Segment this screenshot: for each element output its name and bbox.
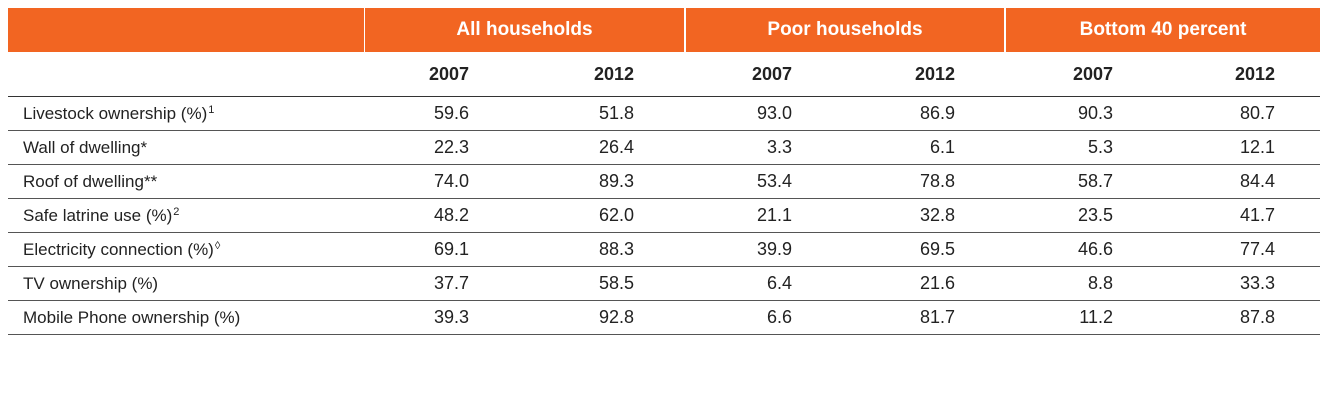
table-cell: 88.3: [598, 239, 634, 259]
table-cell: 58.5: [598, 273, 634, 293]
row-label: [23, 97, 214, 130]
table-cell: 80.7: [1239, 103, 1275, 123]
group-header-bottom-40-percent: Bottom 40 percent: [1006, 8, 1320, 52]
table-cell: 39.3: [433, 307, 469, 327]
row-label: [23, 267, 158, 300]
table-cell: 46.6: [1077, 239, 1113, 259]
table-cell: 81.7: [919, 307, 955, 327]
table-cell: 32.8: [919, 205, 955, 225]
table-cell: 74.0: [433, 171, 469, 191]
table-cell: 21.6: [919, 273, 955, 293]
table-cell: 21.1: [756, 205, 792, 225]
table-cell: 11.2: [1079, 307, 1113, 327]
group-header-row: [0, 8, 1329, 52]
table-cell: 6.4: [766, 273, 792, 293]
table-cell: 59.6: [433, 103, 469, 123]
table-row: [8, 199, 1320, 233]
table-cell: 58.7: [1077, 171, 1113, 191]
table-cell: 89.3: [598, 171, 634, 191]
table-cell: 48.2: [433, 205, 469, 225]
year-header: 2007: [428, 63, 469, 84]
table-row: [8, 301, 1320, 335]
table-cell: 6.1: [929, 137, 955, 157]
row-label: [23, 131, 147, 164]
row-label: [23, 233, 220, 266]
row-label-text: TV ownership (%): [23, 273, 159, 293]
row-label-text: Mobile Phone ownership (%): [23, 307, 241, 327]
table-row: [8, 233, 1320, 267]
row-label-text: Electricity connection (%): [23, 239, 214, 259]
table-cell: 86.9: [919, 103, 955, 123]
row-label: [23, 165, 157, 198]
table-cell: 37.7: [433, 273, 469, 293]
table-cell: 69.1: [433, 239, 469, 259]
year-header-row: [8, 52, 1320, 97]
table-cell: 77.4: [1239, 239, 1275, 259]
table-cell: 62.0: [598, 205, 634, 225]
footnote-marker: 2: [173, 205, 180, 218]
row-label-text: Wall of dwelling*: [23, 137, 148, 157]
table-row: [8, 131, 1320, 165]
group-header-poor-households: Poor households: [686, 8, 1004, 52]
table-cell: 12.1: [1239, 137, 1275, 157]
row-label: [23, 199, 179, 232]
row-label-text: Livestock ownership (%): [23, 103, 208, 123]
table-cell: 87.8: [1239, 307, 1275, 327]
year-header: 2012: [593, 63, 634, 84]
row-label-text: Safe latrine use (%): [23, 205, 173, 225]
year-header: 2007: [1072, 63, 1113, 84]
footnote-marker: ◊: [214, 239, 221, 252]
table-cell: 26.4: [598, 137, 634, 157]
table-cell: 23.5: [1077, 205, 1113, 225]
table-row: [8, 165, 1320, 199]
table-cell: 5.3: [1087, 137, 1113, 157]
table-cell: 41.7: [1239, 205, 1275, 225]
table-cell: 78.8: [919, 171, 955, 191]
table-cell: 92.8: [598, 307, 634, 327]
year-header: 2012: [1234, 63, 1275, 84]
year-header: 2007: [751, 63, 792, 84]
table-cell: 8.8: [1087, 273, 1113, 293]
table-cell: 90.3: [1077, 103, 1113, 123]
group-header-all-households: All households: [365, 8, 684, 52]
table-cell: 53.4: [756, 171, 792, 191]
table-row: [8, 267, 1320, 301]
table-cell: 6.6: [766, 307, 792, 327]
table-cell: 69.5: [919, 239, 955, 259]
table-cell: 93.0: [756, 103, 792, 123]
row-label: [23, 301, 240, 334]
row-label-text: Roof of dwelling**: [23, 171, 158, 191]
table-cell: 22.3: [433, 137, 469, 157]
table-cell: 51.8: [598, 103, 634, 123]
footnote-marker: 1: [208, 103, 215, 116]
table-cell: 3.3: [766, 137, 792, 157]
table-cell: 84.4: [1239, 171, 1275, 191]
table-cell: 33.3: [1239, 273, 1275, 293]
table-row: [8, 97, 1320, 131]
table-cell: 39.9: [756, 239, 792, 259]
year-header: 2012: [914, 63, 955, 84]
